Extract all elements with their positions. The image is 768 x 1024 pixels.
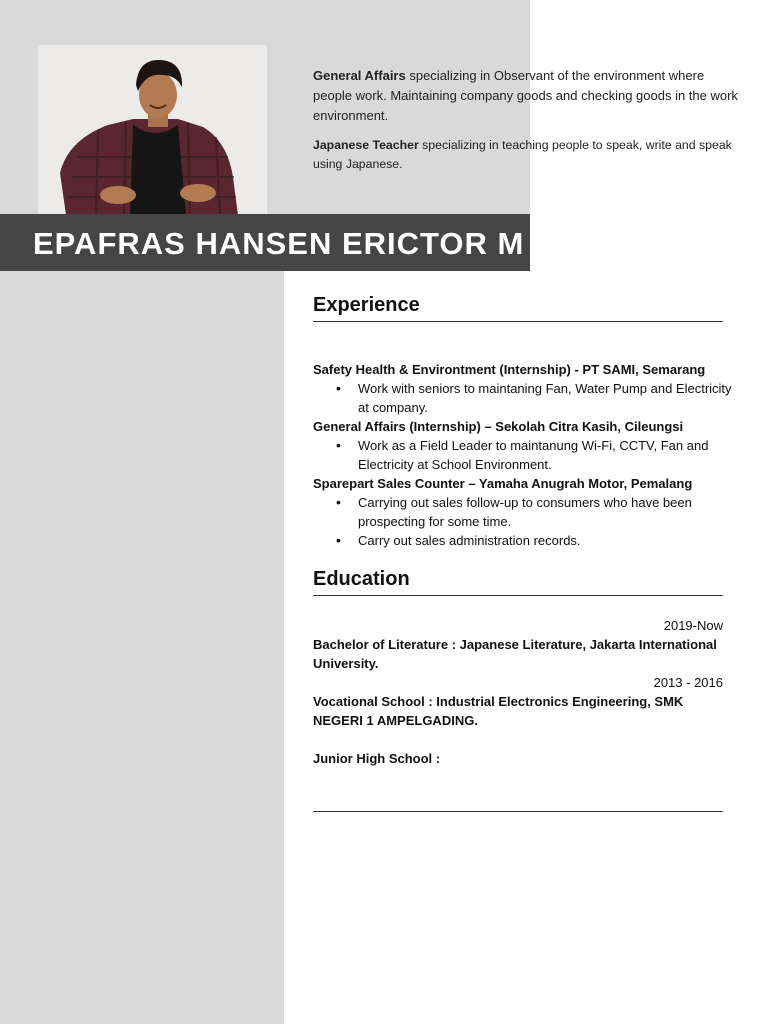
experience-list	[313, 360, 733, 550]
job-title: General Affairs (Internship) – Sekolah Citra Kasih, Cileungsi	[313, 419, 684, 434]
job-bullet: • Work as a Field Leader to maintanung Wi-Fi, CCTV, Fan and Electricity at School Environment.	[358, 436, 733, 474]
job-bullet: • Carry out sales administration records.	[358, 531, 733, 550]
job-bullets	[313, 379, 733, 417]
job-bullets	[313, 436, 733, 474]
profile-photo	[38, 45, 267, 215]
name-banner	[0, 214, 530, 271]
job-title: Safety Health & Environtment (Internship) - PT SAMI, Semarang	[313, 362, 706, 377]
education-year: 2019-Now	[663, 618, 723, 633]
profile-photo-illustration	[38, 45, 267, 215]
job-bullet: • Carrying out sales follow-up to consumers who have been prospecting for some time.	[358, 493, 733, 531]
sidebar-bottom-panel	[0, 271, 284, 1024]
summary-section	[313, 66, 741, 184]
candidate-name: EPAFRAS HANSEN ERICTOR M	[33, 226, 525, 261]
summary-text: specializing in Observant of the environment where people work. Maintaining company goods and checking goods in the work environment.	[313, 68, 738, 123]
summary-general-affairs	[313, 66, 741, 126]
education-spacer	[313, 730, 723, 749]
job-bullets	[313, 493, 733, 550]
summary-text: specializing in teaching people to speak, write and speak using Japanese.	[313, 138, 732, 171]
education-list	[313, 616, 723, 768]
education-heading: Education	[313, 568, 723, 596]
summary-japanese-teacher	[313, 136, 741, 174]
job-title: Sparepart Sales Counter – Yamaha Anugrah Motor, Pemalang	[313, 476, 693, 491]
summary-role-label: General Affairs	[313, 68, 406, 83]
section-divider	[313, 811, 723, 812]
education-degree: Bachelor of Literature : Japanese Literature, Jakarta International University.	[313, 637, 717, 671]
education-degree: Junior High School :	[313, 751, 441, 766]
education-year: 2013 - 2016	[653, 675, 723, 690]
education-degree: Vocational School : Industrial Electronics Engineering, SMK NEGERI 1 AMPELGADING.	[313, 694, 684, 728]
job-bullet: • Work with seniors to maintaning Fan, Water Pump and Electricity at company.	[358, 379, 733, 417]
summary-role-label: Japanese Teacher	[313, 138, 419, 152]
experience-heading: Experience	[313, 294, 723, 322]
